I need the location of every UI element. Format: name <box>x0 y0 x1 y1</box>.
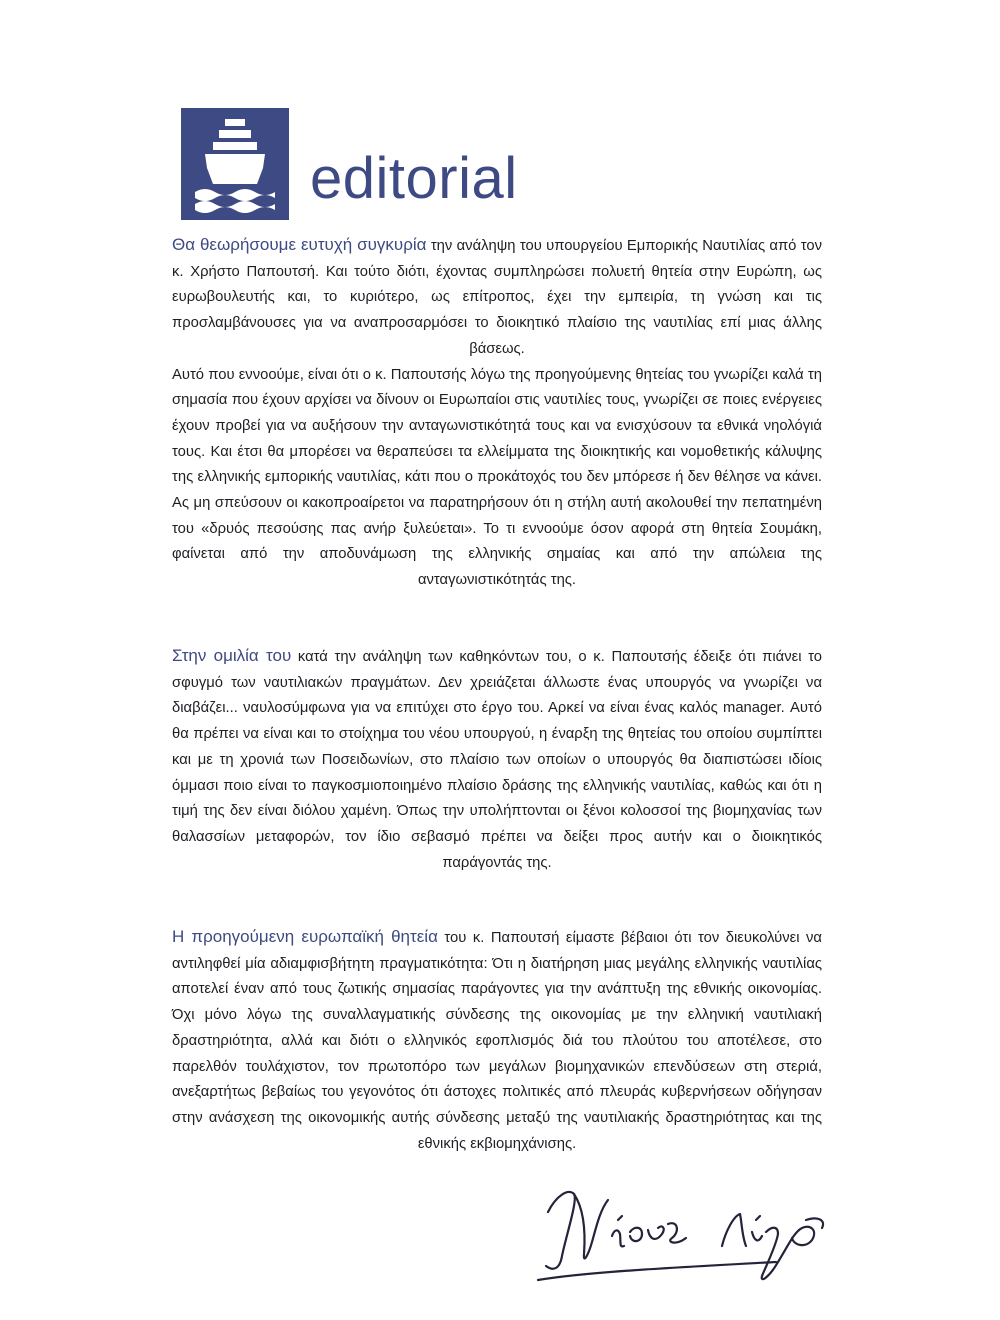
ship-icon-graphic <box>181 108 289 220</box>
paragraph-3-lead: Η προηγούμενη ευρωπαϊκή θητεία <box>172 927 438 946</box>
paragraph-1-lead: Θα θεωρήσουμε ευτυχή συγκυρία <box>172 235 427 254</box>
paragraph-3-body <box>172 924 822 1157</box>
paragraph-1-continuation: Αυτό που εννοούμε, είναι ότι ο κ. Παπουτσής λόγω της προηγούμενης θητείας του γνωρίζει καλά τη σημασία που έχουν αρχίσει να δίνουν οι Ευρωπαίοι στις ναυτιλίες τους, γνωρίζει σε ποιες ενέργειες έχουν προβεί για να αυξήσουν την ανταγωνιστικότητά τους και να ενισχύσουν τα εθνικά νηολόγιά τους. Και έτσι θα μπορέσει να θεραπεύσει τα ελλείμματα της διοικητικής και νομοθετικής κάλυψης της ελληνικής εμπορικής ναυτιλίας, κάτι που ο προκάτοχός του δεν μπόρεσε ή δεν θέλησε να κάνει. Ας μη σπεύσουν οι κακοπροαίρετοι να παρατηρήσουν ότι η στήλη αυτή ακολουθεί την πεπατημένη του «δρυός πεσούσης πας ανήρ ξυλεύεται». Το τι εννοούμε όσον αφορά στη θητεία Σουμάκη, φαίνεται από την αποδυνάμωση της ελληνικής σημαίας και από την απώλεια της ανταγωνιστικότητάς της. <box>172 366 822 589</box>
paragraph-1-text: την ανάληψη του υπουργείου Εμπορικής Ναυτιλίας από τον κ. Χρήστο Παπουτσή. Και τούτο διότι, έχοντας συμπληρώσει πολυετή θητεία στην Ευρώπη, ως ευρωβουλευτής και, το κυριότερο, ως επίτροπος, έχει την εμπειρία, τη γνώση και τις προσλαμβάνουσες για να αναπροσαρμόσει το διοικητικό πλαίσιο της ναυτιλίας επί μιας άλλης βάσεως. <box>172 238 822 357</box>
paragraph-3-text: του κ. Παπουτσή είμαστε βέβαιοι ότι τον διευκολύνει να αντιληφθεί μία αδιαμφισβήτητη πραγματικότητα: Ότι η διατήρηση μιας μεγάλης ελληνικής ναυτιλίας αποτελεί έναν από τους ζωτικής σημασίας παράγοντες για την ανάπτυξη της εθνικής οικονομίας. Όχι μόνο λόγω της συναλλαγματικής σύνδεσης της οικονομίας με την ελληνική ναυτιλιακή δραστηριότητα, αλλά και διότι ο ελληνικός εφοπλισμός διά του πλούτου του αποτέλεσε, στο παρελθόν τουλάχιστον, τον πρωτοπόρο των μεγάλων βιομηχανικών επενδύσεων στη στεριά, ανεξαρτήτως βεβαίως του γεγονότος ότι άστοχες πολιτικές από πλευράς κυβερνήσεων οδήγησαν στην ανάσχεση της οικονομικής αυτής σύνδεσης μεταξύ της ναυτιλιακής δραστηριότητας και της εθνικής εκβιομηχάνισης. <box>172 930 822 1152</box>
article-paragraph-2 <box>172 643 822 876</box>
paragraph-2-body <box>172 643 822 876</box>
paragraph-1-body <box>172 232 822 363</box>
page-title: editorial <box>310 146 518 211</box>
paragraph-2-lead: Στην ομιλία του <box>172 646 292 665</box>
paragraph-2-text: κατά την ανάληψη των καθηκόντων του, ο κ. Παπουτσής έδειξε ότι πιάνει το σφυγμό των ναυτιλιακών πραγμάτων. Δεν χρειάζεται άλλωστε ένας υπουργός να γνωρίζει να διαβάζει... ναυλοσύμφωνα για να επιτύχει στο έργο του. Αρκεί να είναι ένας καλός manager. Αυτό θα πρέπει να είναι και το στοίχημα του νέου υπουργού, η έναρξη της θητείας του οποίου συμπίπτει και με τη χρονιά των Ποσειδωνίων, στο πλαίσιο των οποίων ο υπουργός θα διαπιστώσει ιδίοις όμμασι ποιο είναι το παγκοσμιοποιημένο πλαίσιο δράσης της ελληνικής ναυτιλίας, καθώς και ότι η τιμή της δεν είναι διόλου χαμένη. Όπως την υπολήπτονται οι ξένοι κολοσσοί της βιομηχανίας των θαλασσίων μεταφορών, τον ίδιο σεβασμό πρέπει να δείξει προς αυτήν και ο διοικητικός παράγοντάς της. <box>172 649 823 871</box>
ship-icon <box>181 108 289 220</box>
handwritten-signature <box>526 1176 836 1296</box>
article-paragraph-1 <box>172 232 822 594</box>
article-paragraph-3 <box>172 924 822 1157</box>
